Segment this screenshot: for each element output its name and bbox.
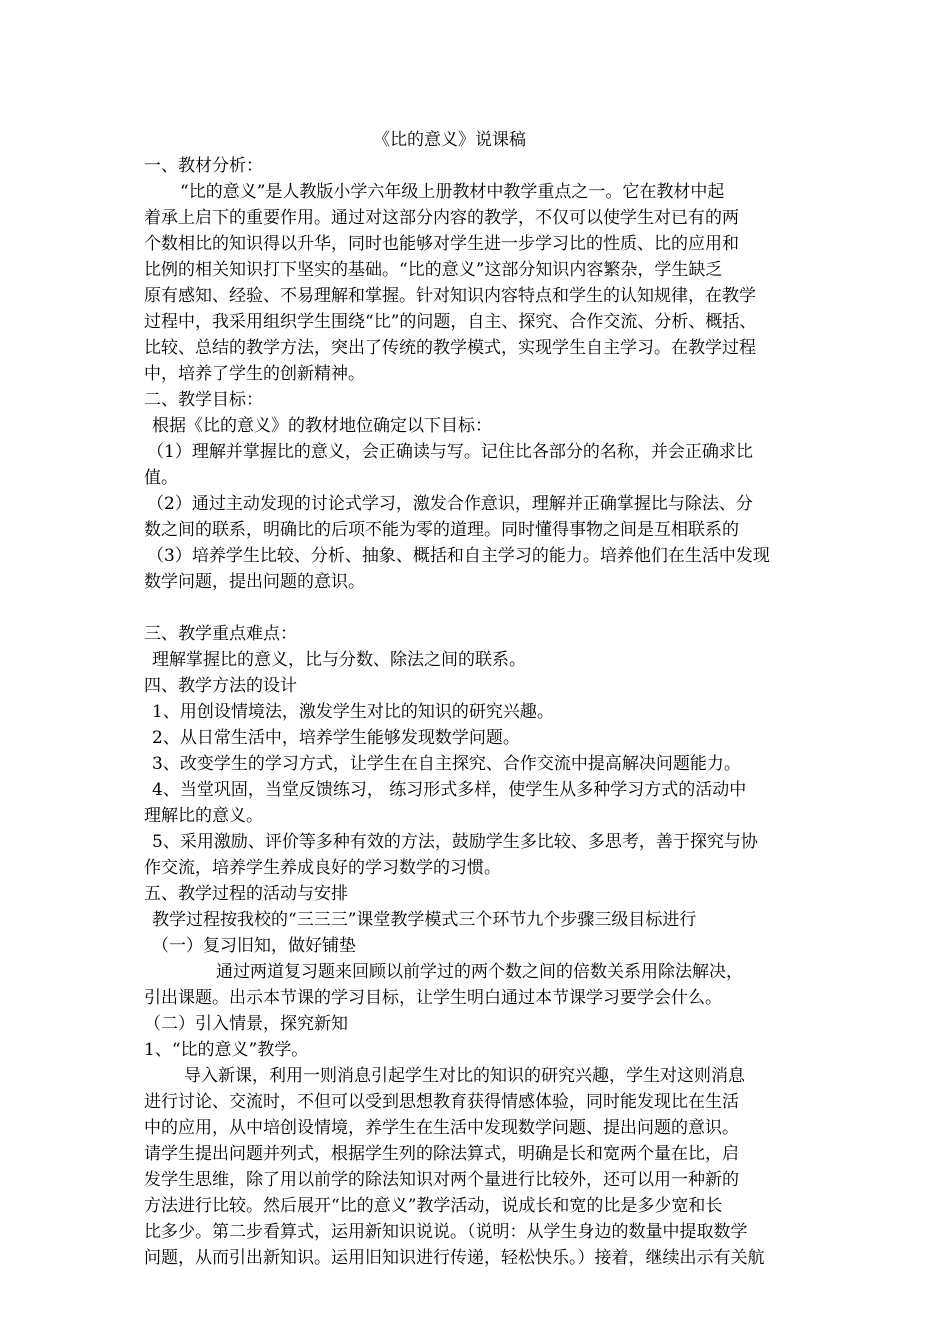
paragraph-line: 问题，从而引出新知识。运用旧知识进行传递，轻松快乐。）接着，继续出示有关航 bbox=[144, 1248, 765, 1268]
paragraph-line: （2）通过主动发现的讨论式学习，激发合作意识，理解并正确掌握比与除法、分 bbox=[147, 494, 753, 514]
paragraph-line: 比多少。第二步看算式，运用新知识说说。（说明：从学生身边的数量中提取数学 bbox=[144, 1222, 748, 1242]
paragraph-line: 教学过程按我校的“三三三”课堂教学模式三个环节九个步骤三级目标进行 bbox=[152, 910, 697, 930]
paragraph-line: 根据《比的意义》的教材地位确定以下目标： bbox=[152, 416, 492, 436]
paragraph-line: 数学问题，提出问题的意识。 bbox=[144, 572, 365, 592]
list-item: 4、当堂巩固，当堂反馈练习， 练习形式多样，使学生从多种学习方式的活动中 bbox=[152, 780, 747, 800]
section-heading: 四、教学方法的设计 bbox=[144, 676, 297, 696]
paragraph-line: 过程中，我采用组织学生围绕“比”的问题，自主、探究、合作交流、分析、概括、 bbox=[144, 312, 757, 332]
paragraph-line: “比的意义”是人教版小学六年级上册教材中教学重点之一。它在教材中起 bbox=[180, 182, 725, 202]
paragraph-line: 值。 bbox=[144, 468, 178, 488]
paragraph-line: 进行讨论、交流时，不但可以受到思想教育获得情感体验，同时能发现比在生活 bbox=[144, 1092, 739, 1112]
section-heading: 五、教学过程的活动与安排 bbox=[144, 884, 348, 904]
list-item: 2、从日常生活中，培养学生能够发现数学问题。 bbox=[152, 728, 520, 748]
paragraph-line: （3）培养学生比较、分析、抽象、概括和自主学习的能力。培养他们在生活中发现 bbox=[147, 546, 770, 566]
page-title: 《比的意义》说课稿 bbox=[373, 130, 526, 150]
paragraph-line: 数之间的联系，明确比的后项不能为零的道理。同时懂得事物之间是互相联系的 bbox=[144, 520, 739, 540]
list-item: 5、采用激励、评价等多种有效的方法，鼓励学生多比较、多思考，善于探究与协 bbox=[152, 832, 758, 852]
subsection-heading: （二）引入情景，探究新知 bbox=[144, 1014, 348, 1034]
paragraph-line: （1）理解并掌握比的意义，会正确读与写。记住比各部分的名称，并会正确求比 bbox=[147, 442, 753, 462]
paragraph-line: 中，培养了学生的创新精神。 bbox=[144, 364, 365, 384]
list-item: 1、用创设情境法，激发学生对比的知识的研究兴趣。 bbox=[152, 702, 554, 722]
paragraph-line: 个数相比的知识得以升华，同时也能够对学生进一步学习比的性质、比的应用和 bbox=[144, 234, 739, 254]
paragraph-line: 1、“比的意义”教学。 bbox=[144, 1040, 309, 1060]
paragraph-line: 着承上启下的重要作用。通过对这部分内容的教学，不仅可以使学生对已有的两 bbox=[144, 208, 739, 228]
list-item: 作交流，培养学生养成良好的学习数学的习惯。 bbox=[144, 858, 501, 878]
paragraph-line: 比例的相关知识打下坚实的基础。“比的意义”这部分知识内容繁杂，学生缺乏 bbox=[144, 260, 723, 280]
paragraph-line: 中的应用，从中培创设情境，养学生在生活中发现数学问题、提出问题的意识。 bbox=[144, 1118, 739, 1138]
paragraph-line: 引出课题。出示本节课的学习目标，让学生明白通过本节课学习要学会什么。 bbox=[144, 988, 722, 1008]
paragraph-line: 比较、总结的教学方法，突出了传统的教学模式，实现学生自主学习。在教学过程 bbox=[144, 338, 756, 358]
paragraph-line: 通过两道复习题来回顾以前学过的两个数之间的倍数关系用除法解决， bbox=[216, 962, 743, 982]
list-item: 3、改变学生的学习方式，让学生在自主探究、合作交流中提高解决问题能力。 bbox=[152, 754, 741, 774]
paragraph-line: 理解掌握比的意义，比与分数、除法之间的联系。 bbox=[152, 650, 526, 670]
section-heading: 三、教学重点难点： bbox=[144, 624, 297, 644]
paragraph-line: 原有感知、经验、不易理解和掌握。针对知识内容特点和学生的认知规律，在教学 bbox=[144, 286, 756, 306]
subsection-heading: （一）复习旧知，做好铺垫 bbox=[152, 936, 356, 956]
list-item: 理解比的意义。 bbox=[144, 806, 263, 826]
paragraph-line: 方法进行比较。然后展开“比的意义”教学活动，说成长和宽的比是多少宽和长 bbox=[144, 1196, 723, 1216]
section-heading: 二、教学目标： bbox=[144, 390, 263, 410]
paragraph-line: 发学生思维，除了用以前学的除法知识对两个量进行比较外，还可以用一种新的 bbox=[144, 1170, 739, 1190]
paragraph-line: 请学生提出问题并列式，根据学生列的除法算式，明确是长和宽两个量在比，启 bbox=[144, 1144, 739, 1164]
section-heading: 一、教材分析： bbox=[144, 156, 263, 176]
paragraph-line: 导入新课，利用一则消息引起学生对比的知识的研究兴趣，学生对这则消息 bbox=[184, 1066, 745, 1086]
